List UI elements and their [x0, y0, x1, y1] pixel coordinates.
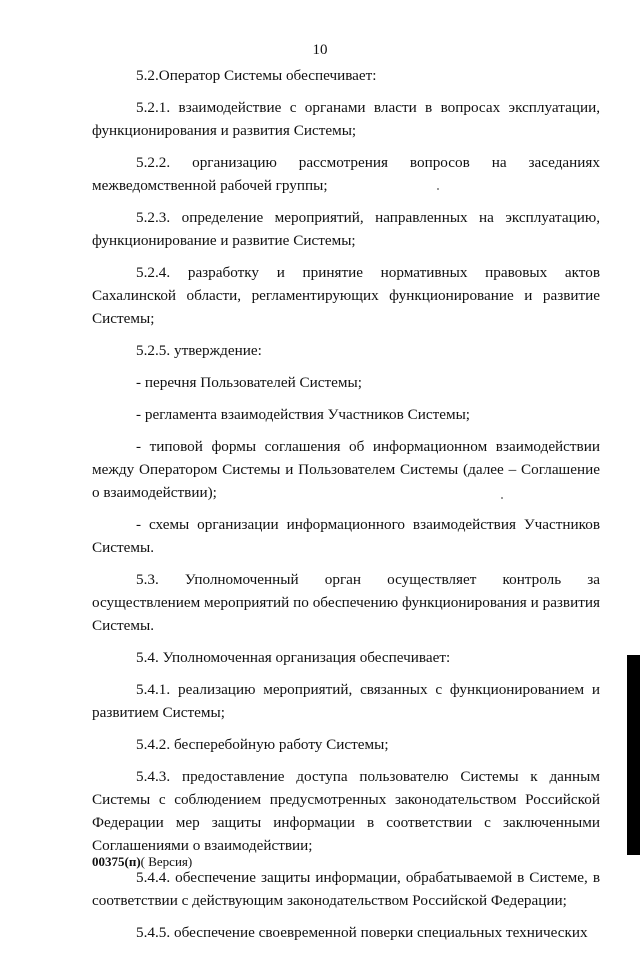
- paragraph-5-2: 5.2.Оператор Системы обеспечивает:: [136, 67, 377, 84]
- paragraph-5-2-1: 5.2.1. взаимодействие с органами власти в вопросах эксплуатации, функционирования и развития Системы;: [92, 99, 600, 139]
- paragraph-5-4-5: 5.4.5. обеспечение своевременной поверки специальных технических: [136, 924, 588, 941]
- list-item: - типовой формы соглашения об информационном взаимодействии между Оператором Системы и Пользователем Системы (далее – Соглашение о взаимодействии);: [92, 438, 600, 501]
- paragraph-5-4-2: 5.4.2. бесперебойную работу Системы;: [136, 736, 389, 753]
- list-item: - регламента взаимодействия Участников Системы;: [136, 406, 471, 423]
- scan-speck: [501, 497, 503, 499]
- paragraph-5-4-1: 5.4.1. реализацию мероприятий, связанных с функционированием и развитием Системы;: [92, 681, 600, 721]
- paragraph-5-4-4: 5.4.4. обеспечение защиты информации, обрабатываемой в Системе, в соответствии с действующим законодательством Российской Федерации;: [92, 869, 600, 909]
- document-code-number: 00375(п): [92, 854, 141, 869]
- paragraph-5-3: 5.3. Уполномоченный орган осуществляет контроль за осуществлением мероприятий по обеспечению функционирования и развития Системы.: [92, 571, 600, 634]
- list-item: - перечня Пользователей Системы;: [136, 374, 362, 391]
- document-code: [92, 854, 192, 870]
- document-version: ( Версия): [140, 854, 193, 869]
- paragraph-5-4: 5.4. Уполномоченная организация обеспечивает:: [136, 649, 451, 666]
- paragraph-5-2-5: 5.2.5. утверждение:: [136, 342, 262, 359]
- list-item: - схемы организации информационного взаимодействия Участников Системы.: [92, 516, 600, 556]
- paragraph-5-2-3: 5.2.3. определение мероприятий, направленных на эксплуатацию, функционирование и развитие Системы;: [92, 209, 600, 249]
- scan-edge-mark: [627, 655, 640, 855]
- paragraph-5-2-4: 5.2.4. разработку и принятие нормативных правовых актов Сахалинской области, регламентирующих функционирование и развитие Системы;: [92, 264, 600, 327]
- paragraph-5-2-2: 5.2.2. организацию рассмотрения вопросов на заседаниях межведомственной рабочей группы;: [92, 154, 600, 194]
- scan-speck: [437, 188, 439, 190]
- page-number: 10: [312, 42, 328, 58]
- document-body: [92, 64, 600, 953]
- paragraph-5-4-3: 5.4.3. предоставление доступа пользователю Системы к данным Системы с соблюдением предусмотренных законодательством Российской Федерации мер защиты информации в соответствии с заключенными Соглашениями о взаимодействии;: [92, 768, 600, 854]
